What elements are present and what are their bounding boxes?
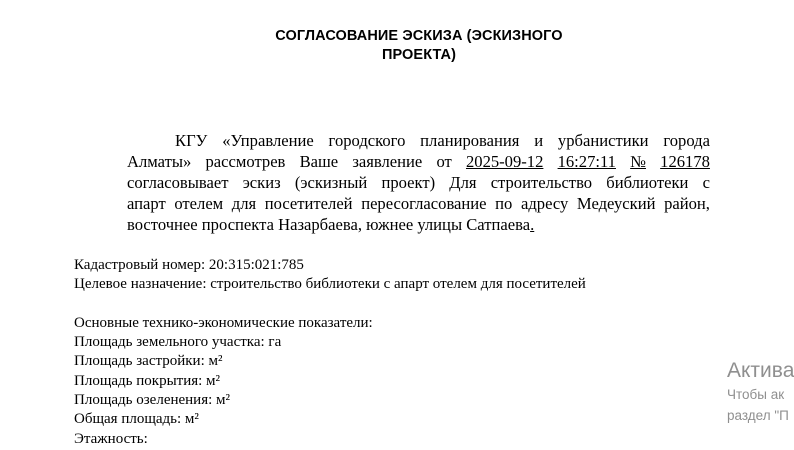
application-number: 126178: [660, 152, 710, 171]
word: апарт: [127, 194, 166, 213]
word: Алматы»: [127, 152, 192, 171]
watermark-line-1: Чтобы ак: [727, 387, 785, 402]
word: планирования: [420, 131, 520, 150]
word: рассмотрев: [205, 152, 286, 171]
word: (эскизный: [294, 173, 368, 192]
green-area: Площадь озеленения: м²: [74, 392, 231, 409]
word: Медеуский: [576, 194, 656, 213]
approval-paragraph: [127, 130, 710, 235]
word: городского: [328, 131, 406, 150]
word: по: [495, 194, 513, 213]
cadastral-number: Кадастровый номер: 20:315:021:785: [74, 257, 304, 273]
building-area: Площадь застройки: м²: [74, 353, 223, 370]
indicators-heading: Основные технико-экономические показатели:: [74, 314, 373, 331]
word: библиотеки: [606, 173, 689, 192]
word: отелем: [174, 194, 224, 213]
word: «Управление: [222, 131, 314, 150]
floors: Этажность:: [74, 430, 148, 447]
word: урбанистики: [557, 131, 649, 150]
word: от: [436, 152, 452, 171]
word: города: [663, 131, 710, 150]
designated-purpose: Целевое назначение: строительство библиотеки с апарт отелем для посетителей: [74, 276, 586, 293]
coverage-area: Площадь покрытия: м²: [74, 372, 221, 389]
word: заявление: [352, 152, 423, 171]
paragraph-line-4: [127, 193, 710, 214]
word: посетителей: [264, 194, 353, 213]
word: согласовывает: [127, 173, 229, 192]
word: строительство: [490, 173, 593, 192]
windows-activation-watermark: [727, 358, 794, 426]
word: КГУ: [175, 131, 208, 150]
paragraph-line-5: [127, 214, 710, 235]
title-line-1: СОГЛАСОВАНИЕ ЭСКИЗА (ЭСКИЗНОГО: [275, 28, 563, 44]
spacer: [74, 295, 714, 314]
address-text: восточнее проспекта Назарбаева, южнее улицы Сатпаева: [127, 215, 531, 234]
watermark-title: Актива: [727, 359, 794, 382]
word: Ваше: [299, 152, 339, 171]
word: Для: [449, 173, 477, 192]
land-area: Площадь земельного участка: га: [74, 334, 282, 351]
word: эскиз: [242, 173, 281, 192]
word: адресу: [520, 194, 569, 213]
number-sign: №: [630, 152, 646, 171]
document-title: [235, 27, 603, 65]
word: район,: [664, 194, 710, 213]
application-date: 2025-09-12: [465, 152, 544, 171]
word: для: [231, 194, 257, 213]
project-details: [74, 256, 714, 449]
paragraph-line-3: [127, 172, 710, 193]
paragraph-line-2: [127, 151, 710, 172]
word: и: [534, 131, 544, 150]
title-line-2: ПРОЕКТА): [381, 47, 457, 63]
address-period: .: [530, 215, 535, 234]
watermark-line-2: раздел "П: [727, 408, 789, 423]
word: пересогласование: [361, 194, 487, 213]
total-area: Общая площадь: м²: [74, 411, 199, 428]
paragraph-line-1: [127, 130, 710, 151]
word: проект): [381, 173, 436, 192]
application-time: 16:27:11: [557, 152, 616, 171]
word: с: [702, 173, 710, 192]
